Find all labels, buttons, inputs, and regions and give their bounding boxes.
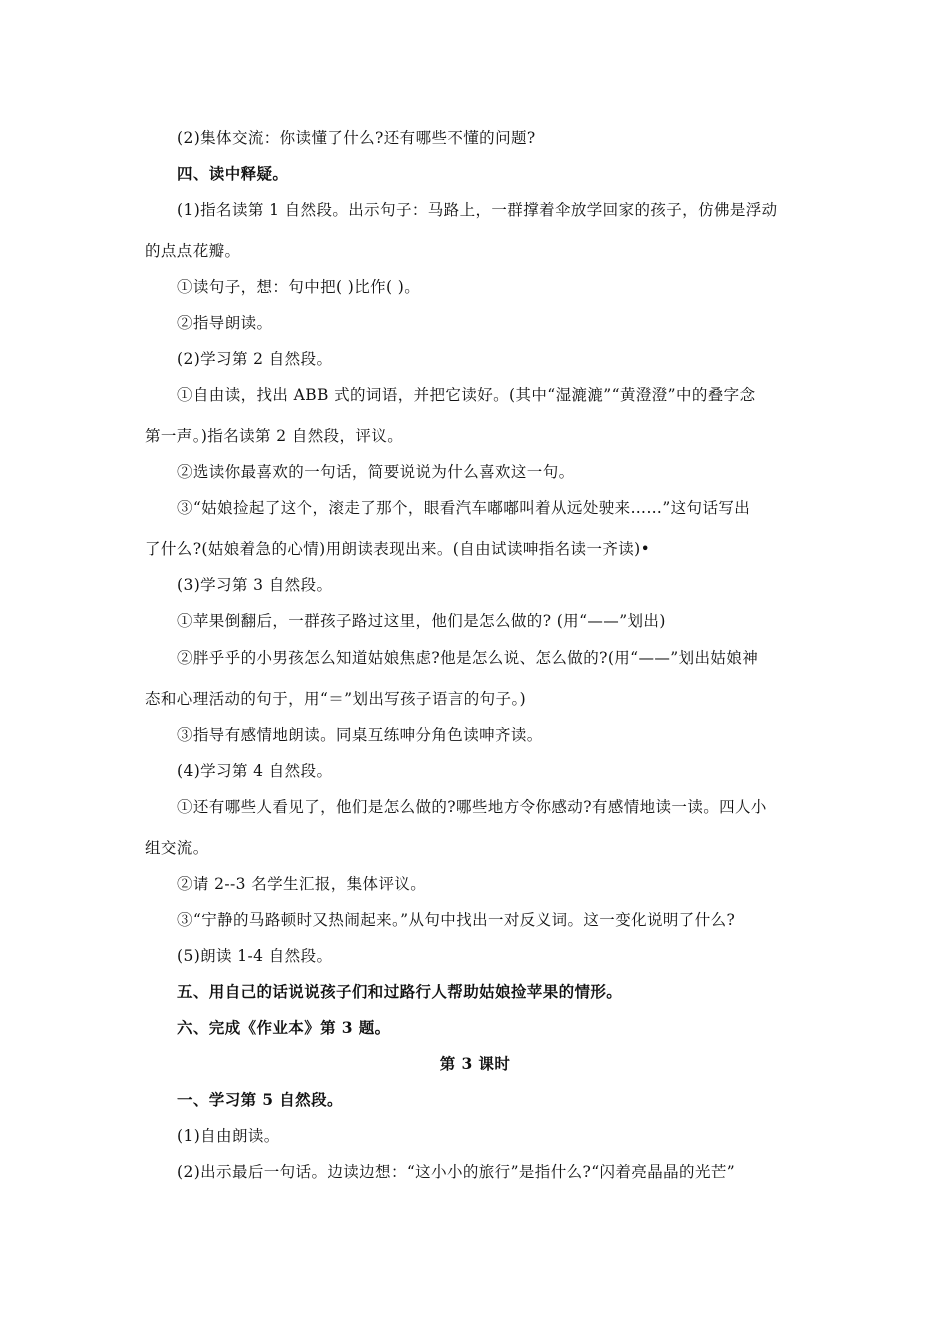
paragraph-line: ②选读你最喜欢的一句话，简要说说为什么喜欢这一句。 <box>177 463 575 481</box>
paragraph-line: (2)出示最后一句话。边读边想：“这小小的旅行”是指什么?“闪着亮晶晶的光芒” <box>177 1163 736 1181</box>
paragraph-line: 态和心理活动的句于，用“＝”划出写孩子语言的句子。) <box>145 690 527 708</box>
paragraph-line: ③“宁静的马路顿时又热闹起来。”从句中找出一对反义词。这一变化说明了什么? <box>177 911 736 929</box>
paragraph-line: (2)学习第 2 自然段。 <box>177 350 333 368</box>
paragraph-line: ②请 2--3 名学生汇报，集体评议。 <box>177 875 427 893</box>
paragraph-line: ①苹果倒翻后，一群孩子路过这里，他们是怎么做的? (用“——”划出) <box>177 612 666 630</box>
section-heading: 五、用自己的话说说孩子们和过路行人帮助姑娘捡苹果的情形。 <box>177 982 623 1001</box>
paragraph-line: ②胖乎乎的小男孩怎么知道姑娘焦虑?他是怎么说、怎么做的?(用“——”划出姑娘神 <box>177 649 759 667</box>
paragraph-line: (2)集体交流：你读懂了什么?还有哪些不懂的问题? <box>177 129 536 147</box>
lesson-title: 第 3 课时 <box>439 1054 511 1073</box>
paragraph-line: ①自由读，找出 ABB 式的词语，并把它读好。(其中“湿漉漉”“黄澄澄”中的叠字念 <box>177 386 756 404</box>
paragraph-line: ②指导朗读。 <box>177 314 273 332</box>
paragraph-line: (3)学习第 3 自然段。 <box>177 576 333 594</box>
paragraph-line: ①还有哪些人看见了，他们是怎么做的?哪些地方令你感动?有感情地读一读。四人小 <box>177 798 767 816</box>
paragraph-line: 了什么?(姑娘着急的心情)用朗读表现出来。(自由试读呻指名读一齐读)• <box>145 540 651 558</box>
paragraph-line: (4)学习第 4 自然段。 <box>177 762 333 780</box>
paragraph-line: 的点点花瓣。 <box>145 242 241 260</box>
section-heading: 一、学习第 5 自然段。 <box>177 1090 343 1109</box>
paragraph-line: ③指导有感情地朗读。同桌互练呻分角色读呻齐读。 <box>177 726 543 744</box>
section-heading: 四、读中释疑。 <box>177 164 289 183</box>
paragraph-line: (5)朗读 1-4 自然段。 <box>177 947 333 965</box>
paragraph-line: (1)自由朗读。 <box>177 1127 280 1145</box>
section-heading: 六、完成《作业本》第 3 题。 <box>177 1018 391 1037</box>
paragraph-line: 组交流。 <box>145 839 209 857</box>
paragraph-line: (1)指名读第 1 自然段。出示句子：马路上，一群撑着伞放学回家的孩子，仿佛是浮动 <box>177 201 778 219</box>
paragraph-line: 第一声。)指名读第 2 自然段，评议。 <box>145 427 404 445</box>
paragraph-line: ③“姑娘捡起了这个，滚走了那个，眼看汽车嘟嘟叫着从远处驶来……”这句话写出 <box>177 499 751 517</box>
paragraph-line: ①读句子，想：句中把( )比作( )。 <box>177 278 421 296</box>
